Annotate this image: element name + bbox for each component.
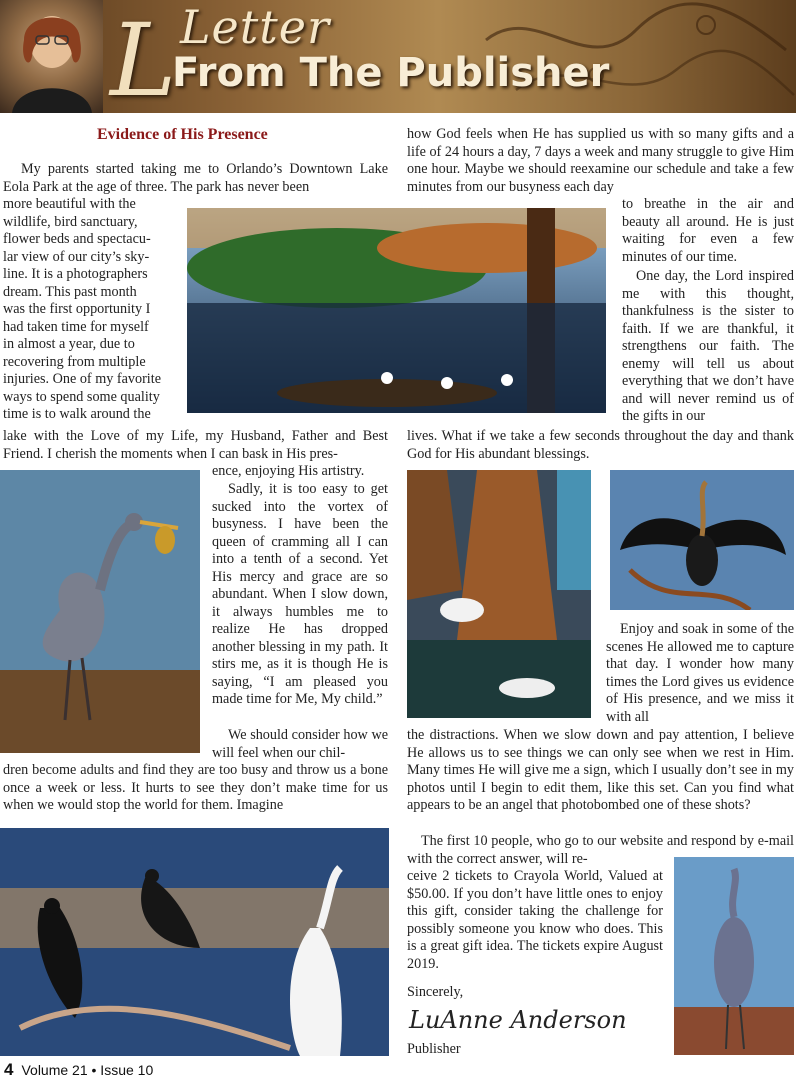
paragraph-3-start: We should consider how we will feel when our chil- <box>212 727 388 761</box>
col2-paragraph-4-top: The first 10 people, who go to our website and respond by e-mail with the correct answer, will re- <box>407 833 794 867</box>
paragraph-1-wrap: more beautiful with the wildlife, bird sanctuary, flower beds and spectacu- lar view of our city’s sky- line. It is a photographers dream. This past month was the first opportunity I had taken time for myself in almost a year, due to recovering from multiple injuries. One of my favorite ways to spend some quality time is to walk around the <box>3 196 161 422</box>
title-line-2: From The Publisher <box>172 50 610 96</box>
closing: Sincerely, <box>407 984 464 1000</box>
paragraph-2: Sadly, it is too easy to get sucked into the vortex of busyness. I have been the queen of cramming all I can into a tenth of a second. Yet His mercy and grace are so abundant. When I slow down, it always humbles me to realize He has dropped another blessing in my path. It stirs me, as it is though He is saying, “I am pleased you made time for Me, My child.” <box>212 481 388 707</box>
photo-anhinga-wings <box>610 470 794 610</box>
col2-paragraph-4-wrap: ceive 2 tickets to Crayola World, Valued at $50.00. If you don’t have little ones to enjoy this gift, consider taking the challenge for possibly someone you know who does. This is a great gift idea. The tickets expire August 2019. <box>407 868 663 972</box>
paragraph-1-tail: ence, enjoying His artistry. <box>212 463 365 479</box>
col2-paragraph-3-wrap: Enjoy and soak in some of the scenes He allowed me to capture that day. I wonder how many times the Lord gives us evidence of His presence, and we miss it with all <box>606 621 794 725</box>
paragraph-3-end: dren become adults and find they are too busy and throw us a bone once a week or less. It hurts to see they don’t make time for us when we would stop the world for them. Imagine <box>3 762 388 813</box>
photo-cormorants-egret <box>0 828 389 1056</box>
photo-heron-with-fish <box>0 470 200 753</box>
issue-label: Volume 21 • Issue 10 <box>21 1062 154 1078</box>
photo-lake-island <box>187 208 606 413</box>
photo-cypress-swans <box>407 470 591 718</box>
signer-title: Publisher <box>407 1041 461 1057</box>
paragraph-1: My parents started taking me to Orlando’s Downtown Lake Eola Park at the age of three. The park has never been <box>3 161 388 195</box>
title-line-1: Letter <box>180 0 330 54</box>
col2-paragraph-2: One day, the Lord inspired me with this thought, thankfulness is the sister to faith. If we are thankful, it strengthens our faith. The enemy will tell us about everything that we don’t have and will never remind us of the gifts in our <box>622 268 794 424</box>
article-heading: Evidence of His Presence <box>97 126 268 143</box>
publisher-portrait <box>0 0 103 113</box>
col2-paragraph-top: how God feels when He has supplied us with so many gifts and a life of 24 hours a day, 7 days a week and many struggle to give Him one hour. Maybe we should reexamine our schedule and take a few minutes from our busyness each day <box>407 126 794 195</box>
title-initial: L <box>110 2 177 119</box>
col2-paragraph-3-end: the distractions. When we slow down and pay attention, I believe He allows us to see things we can only see when we rest in Him. Many times He will give me a sign, which I usually don’t see in my photos until I begin to edit them, like this set. Can you find what appears to be an angel that photobombed one of these shots? <box>407 727 794 813</box>
signature: LuAnne Anderson <box>409 1006 627 1034</box>
photo-heron-standing <box>674 857 794 1055</box>
paragraph-1-end: lake with the Love of my Life, my Husband, Father and Best Friend. I cherish the moments when I can bask in His pres- <box>3 428 388 462</box>
col2-paragraph-2-end: lives. What if we take a few seconds throughout the day and thank God for His abundant blessings. <box>407 428 794 462</box>
page-footer <box>4 1060 153 1080</box>
page-number: 4 <box>4 1060 14 1079</box>
page-title <box>110 0 630 119</box>
col2-paragraph-wrap: to breathe in the air and beauty all around. He is just waiting for even a few minutes of our time. <box>622 196 794 265</box>
